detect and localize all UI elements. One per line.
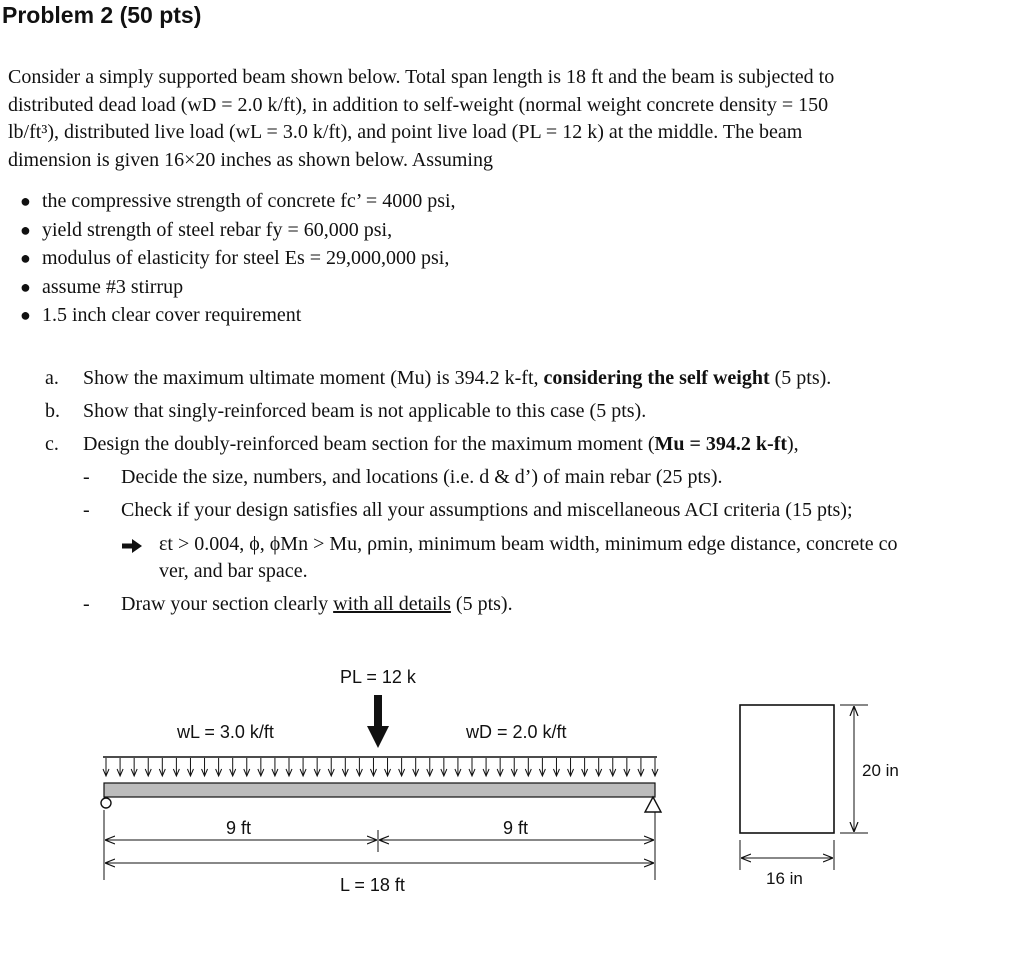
section-height-label: 20 in [862, 761, 899, 780]
point-load-arrow-icon [367, 695, 389, 748]
beam-diagram [0, 640, 1024, 974]
bullet-icon: ● [20, 248, 31, 268]
list-item: ● assume #3 stirrup [20, 273, 456, 302]
right-span-label: 9 ft [503, 818, 529, 838]
bullet-icon: ● [20, 305, 31, 325]
distributed-load-arrows [103, 758, 658, 776]
pin-support-icon [101, 798, 111, 808]
beam-body [104, 783, 655, 797]
list-item: ● modulus of elasticity for steel Es = 29,000,000 psi, [20, 244, 456, 273]
intro-line-3: lb/ft³), distributed live load (wL = 3.0 k/ft), and point live load (PL = 12 k) at the middle. The beam [8, 121, 803, 143]
dash-marker: - [83, 466, 90, 488]
sub-item-rebar: - Decide the size, numbers, and locations (i.e. d & d’) of main rebar (25 pts). [83, 466, 723, 488]
sub-item-check: - Check if your design satisfies all your assumptions and miscellaneous ACI criteria (15 pts); [83, 499, 853, 521]
point-load-label: PL = 12 k [340, 667, 416, 687]
list-item: ● 1.5 inch clear cover requirement [20, 301, 456, 330]
question-c: c. Design the doubly-reinforced beam section for the maximum moment (Mu = 394.2 k-ft), [45, 433, 799, 455]
intro-line-4: dimension is given 16×20 inches as shown below. Assuming [8, 148, 493, 171]
problem-statement [8, 64, 1013, 174]
question-marker: b. [45, 400, 60, 422]
sub-item-draw: - Draw your section clearly with all details (5 pts). [83, 593, 513, 615]
dash-marker: - [83, 593, 90, 615]
question-b: b. Show that singly-reinforced beam is not applicable to this case (5 pts). [45, 400, 647, 422]
arrow-right-icon [121, 538, 143, 554]
bullet-icon: ● [20, 219, 31, 240]
question-marker: a. [45, 367, 59, 389]
problem-title: Problem 2 (50 pts) [2, 2, 202, 28]
dash-marker: - [83, 499, 90, 521]
total-span-label: L = 18 ft [340, 875, 405, 895]
question-marker: c. [45, 433, 59, 455]
roller-support-icon [645, 797, 661, 812]
list-item: ● the compressive strength of concrete fc’ = 4000 psi, [20, 187, 456, 216]
assumptions-list [20, 187, 456, 330]
live-load-label: wL = 3.0 k/ft [177, 722, 274, 742]
intro-line-2: distributed dead load (wD = 2.0 k/ft), in addition to self-weight (normal weight concrete density = 150 [8, 93, 829, 116]
section-width-label: 16 in [766, 869, 803, 888]
intro-line-1: Consider a simply supported beam shown below. Total span length is 18 ft and the beam is subjected to [8, 66, 835, 88]
bullet-icon: ● [20, 191, 31, 211]
question-a: a. Show the maximum ultimate moment (Mu) is 394.2 k-ft, considering the self weight (5 pts). [45, 367, 832, 389]
criteria-line-continued: ver, and bar space. [159, 560, 308, 582]
dead-load-label: wD = 2.0 k/ft [466, 722, 567, 742]
left-span-label: 9 ft [226, 818, 252, 838]
bullet-icon: ● [20, 276, 31, 297]
list-item: ● yield strength of steel rebar fy = 60,000 psi, [20, 216, 456, 245]
beam-cross-section [740, 705, 834, 833]
